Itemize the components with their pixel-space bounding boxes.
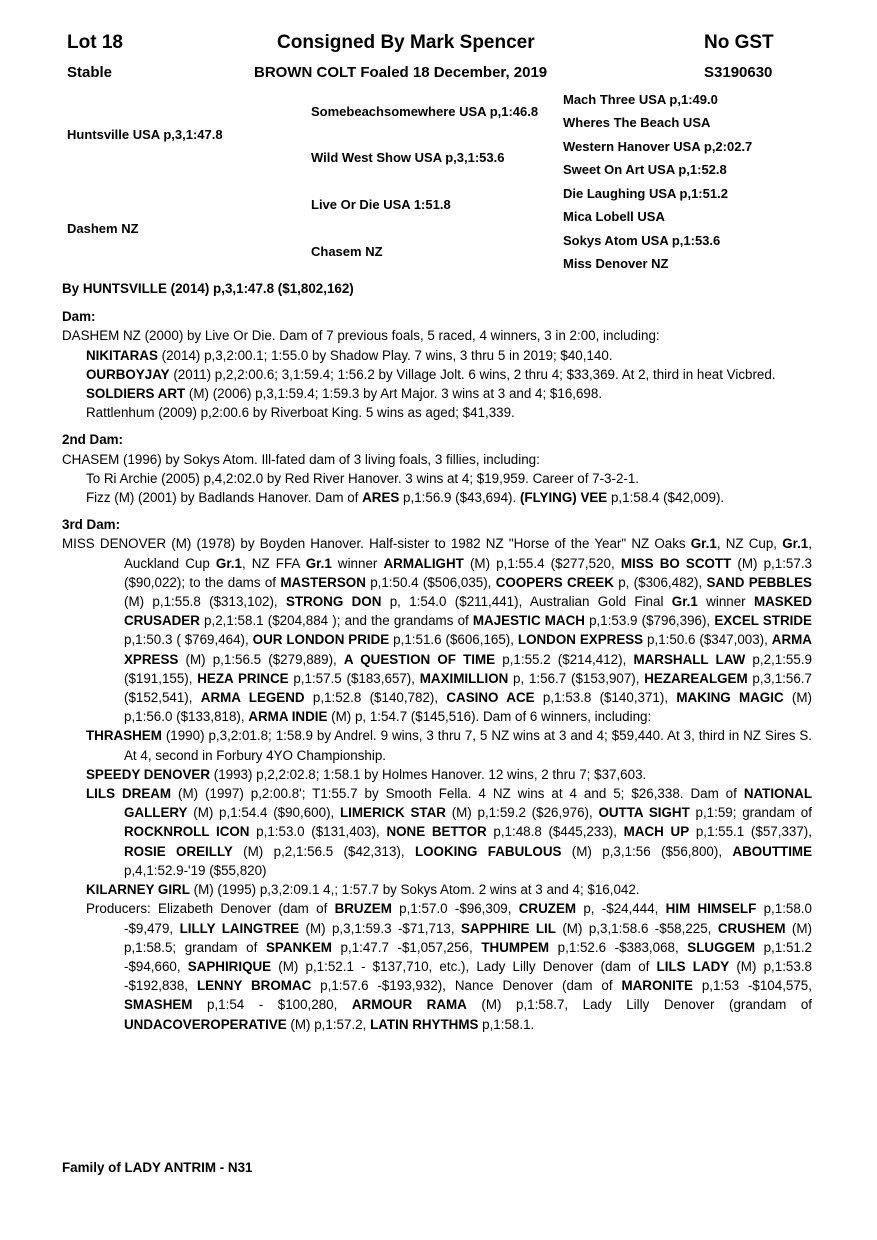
horse-name: LONDON EXPRESS — [517, 632, 644, 648]
horse-name: MISS BO SCOTT — [620, 555, 732, 571]
entry-text: p,1:53.8 ($140,371), — [534, 690, 677, 706]
horse-name: MAXIMILLION — [419, 670, 509, 686]
entry-text: p,1:52.8 ($140,782), — [304, 690, 447, 706]
horse-name: MARONITE — [621, 978, 693, 994]
pedigree-gen3: Sokys Atom USA p,1:53.6 — [563, 233, 721, 248]
entry-text: (M) (1997) p,2:00.8'; T1:55.7 by Smooth Fella. 4 NZ wins at 4 and 5; $26,338. Dam of — [171, 786, 744, 802]
sire-line: By HUNTSVILLE (2014) p,3,1:47.8 ($1,802,162) — [62, 281, 354, 296]
horse-name: Gr.1 — [690, 536, 717, 552]
entry-text: (M) p,2,1:56.5 ($42,313), — [232, 843, 415, 859]
horse-name: LILS DREAM — [86, 786, 172, 802]
pedigree-sire-dam: Wild West Show USA p,3,1:53.6 — [311, 150, 505, 165]
horse-name: LIMERICK STAR — [340, 805, 446, 821]
entry-text: p,1:55.1 ($57,337), — [689, 824, 812, 840]
entry-text: p,1:52.6 -$383,068, — [549, 939, 688, 955]
entry-text: p,1:57.5 ($183,657), — [288, 670, 420, 686]
entry-text: p,1:56.9 ($43,694). — [399, 490, 520, 506]
entry-text: (M) p,1:56.0 ($133,818), — [124, 690, 813, 725]
horse-name: BRUZEM — [334, 901, 392, 917]
entry-text: (2014) p,3,2:00.1; 1:55.0 by Shadow Play. 7 wins, 3 thru 5 in 2019; $40,140. — [157, 347, 613, 363]
pedigree-gen3: Die Laughing USA p,1:51.2 — [563, 186, 728, 201]
dam-entry — [86, 384, 812, 403]
entry-text: p,4,1:52.9-'19 ($55,820) — [124, 862, 267, 878]
entry-text: , NZ FFA — [241, 555, 306, 571]
horse-name: MARSHALL LAW — [633, 651, 746, 667]
pedigree-sire-sire: Somebeachsomewhere USA p,1:46.8 — [311, 104, 539, 119]
entry-text: (M) p,1:55.4 ($277,520, — [463, 555, 621, 571]
gst-status: No GST — [704, 32, 774, 53]
entry-text: p,1:51.2 -$94,660, — [124, 939, 813, 974]
horse-name: OUTTA SIGHT — [598, 805, 690, 821]
entry-text: (M) (1995) p,3,2:09.1 4,; 1:57.7 by Sokys Atom. 2 wins at 3 and 4; $16,042. — [189, 882, 640, 898]
horse-name: NIKITARAS — [86, 347, 158, 363]
entry-text: p,1:54 - $100,280, — [192, 997, 352, 1013]
horse-name: MAKING MAGIC — [676, 690, 784, 706]
entry-text: p,1:50.4 ($506,035), — [365, 574, 496, 590]
entry-text: (M) p,1:53.8 -$192,838, — [124, 958, 812, 994]
entry-text: (M) p,1:54.4 ($90,600), — [187, 805, 340, 821]
horse-name: ROCKNROLL ICON — [124, 824, 250, 840]
horse-name: ARMALIGHT — [383, 555, 464, 571]
horse-name: SAPHIRIQUE — [187, 958, 272, 974]
entry-text: winner — [331, 555, 384, 571]
entry-text: MISS DENOVER (M) (1978) by Boyden Hanover. Half-sister to 1982 NZ "Horse of the Year" NZ Oaks — [62, 536, 691, 552]
horse-name: SPEEDY DENOVER — [86, 766, 211, 782]
dam3-entry — [86, 726, 812, 764]
horse-name: ARES — [362, 490, 400, 506]
pedigree-dam-sire: Live Or Die USA 1:51.8 — [311, 197, 451, 212]
horse-name: Gr.1 — [671, 594, 698, 610]
entry-text: (M) p,3,1:56 ($56,800), — [561, 843, 733, 859]
entry-text: (M) p,1:59.2 ($26,976), — [445, 805, 599, 821]
entry-text: winner — [697, 594, 754, 610]
consignor: Consigned By Mark Spencer — [277, 32, 535, 53]
pedigree-gen3: Wheres The Beach USA — [563, 115, 711, 130]
horse-name: SPANKEM — [265, 939, 332, 955]
horse-name: SMASHEM — [124, 997, 193, 1013]
entry-text: (2011) p,2,2:00.6; 3,1:59.4; 1:56.2 by Village Jolt. 6 wins, 2 thru 4; $33,369. At 2, third in heat Vicbred. — [169, 366, 776, 382]
entry-text: (M) p,3,1:59.3 -$71,713, — [299, 920, 461, 936]
pedigree-gen3: Sweet On Art USA p,1:52.8 — [563, 162, 727, 177]
horse-name: SAND PEBBLES — [706, 574, 812, 590]
entry-text: p, ($306,482), — [613, 574, 707, 590]
entry-text: p, -$24,444, — [576, 901, 666, 917]
horse-name: ARMA LEGEND — [200, 690, 305, 706]
entry-text: p,2,1:55.9 ($191,155), — [124, 651, 812, 686]
horse-name: SOLDIERS ART — [86, 386, 186, 402]
horse-name: HEZA PRINCE — [197, 670, 289, 686]
entry-text: p,1:53.9 ($796,396), — [584, 613, 715, 629]
stable-label: Stable — [67, 64, 113, 81]
dam-heading: Dam: — [62, 309, 96, 325]
horse-name: COOPERS CREEK — [495, 574, 614, 590]
entry-text: p,1:51.6 ($606,165), — [389, 632, 518, 648]
dam3-producers — [86, 899, 812, 1033]
entry-text: p,2,1:58.1 ($204,884 ); and the grandams of — [199, 613, 473, 629]
dam-entry — [86, 365, 812, 384]
horse-name: CRUZEM — [518, 901, 577, 917]
entry-text: p,1:53.0 ($131,403), — [249, 824, 387, 840]
horse-name: UNDACOVEROPERATIVE — [124, 1016, 287, 1032]
entry-text: (M) p,3,1:58.6 -$58,225, — [555, 920, 718, 936]
entry-text: (M) p,1:52.1 - $137,710, etc.), Lady Lilly Denover (dam of — [271, 958, 657, 974]
entry-text: (1990) p,3,2:01.8; 1:58.9 by Andrel. 9 wins, 3 thru 7, 5 NZ wins at 3 and 4; $59,440. At 3, third in NZ Sires S. At 4, second in Forbury 4YO Championship. — [124, 728, 812, 763]
entry-text: , NZ Cup, — [716, 536, 783, 552]
entry-text: (M) p,1:57.3 ($90,022); to the dams of — [124, 555, 812, 590]
horse-name: ARMOUR RAMA — [351, 997, 467, 1013]
lot-number: Lot 18 — [67, 32, 123, 53]
horse-name: THUMPEM — [481, 939, 550, 955]
horse-name: SAPPHIRE LIL — [460, 920, 556, 936]
horse-name: MASKED CRUSADER — [124, 594, 813, 629]
entry-text: p, 1:54.0 ($211,441), Australian Gold Final — [381, 594, 672, 610]
horse-name: A QUESTION OF TIME — [343, 651, 496, 667]
entry-text: p,1:58.1. — [478, 1016, 535, 1032]
dam3-entry — [86, 784, 812, 880]
horse-name: SLUGGEM — [687, 939, 755, 955]
dam3-entry — [86, 880, 812, 899]
pedigree-gen3: Western Hanover USA p,2:02.7 — [563, 139, 753, 154]
horse-name: EXCEL STRIDE — [714, 613, 812, 629]
horse-name: NONE BETTOR — [386, 824, 487, 840]
horse-description: BROWN COLT Foaled 18 December, 2019 — [254, 64, 548, 81]
horse-name: LOOKING FABULOUS — [414, 843, 562, 859]
horse-name: THRASHEM — [86, 728, 162, 744]
entry-text: (M) (2006) p,3,1:59.4; 1:59.3 by Art Major. 3 wins at 3 and 4; $16,698. — [185, 386, 603, 402]
entry-text: p,1:58.0 -$9,479, — [124, 901, 812, 936]
horse-name: MASTERSON — [280, 574, 366, 590]
horse-name: LATIN RHYTHMS — [370, 1016, 479, 1032]
entry-text: p,1:57.0 -$96,309, — [391, 901, 519, 917]
entry-text: Rattlenhum (2009) p,2:00.6 by Riverboat King. 5 wins as aged; $41,339. — [86, 405, 515, 421]
horse-name: LILLY LAINGTREE — [179, 920, 300, 936]
horse-name: ARMA XPRESS — [124, 632, 812, 667]
entry-text: , Auckland Cup — [124, 536, 812, 571]
entry-text: Producers: Elizabeth Denover (dam of — [86, 901, 335, 917]
entry-text: (M) p,1:58.7, Lady Lilly Denover (grandam of — [466, 997, 812, 1013]
pedigree-dam-dam: Chasem NZ — [311, 244, 383, 259]
pedigree-sire: Huntsville USA p,3,1:47.8 — [67, 127, 223, 142]
horse-name: MAJESTIC MACH — [472, 613, 585, 629]
dam2-intro: CHASEM (1996) by Sokys Atom. Ill-fated dam of 3 living foals, 3 fillies, including: — [62, 451, 540, 467]
entry-text: p,1:48.8 ($445,233), — [486, 824, 624, 840]
dam2-entry — [86, 488, 812, 507]
entry-text: (M) p,1:56.5 ($279,889), — [178, 651, 344, 667]
pedigree-gen3: Miss Denover NZ — [563, 256, 669, 271]
horse-name: CASINO ACE — [446, 690, 535, 706]
entry-text: p, 1:56.7 ($153,907), — [508, 670, 645, 686]
dam-entry — [86, 346, 812, 365]
entry-text: p,1:50.3 ( $769,464), — [124, 632, 253, 648]
entry-text: (1993) p,2,2:02.8; 1:58.1 by Holmes Hanover. 12 wins, 2 thru 7; $37,603. — [210, 766, 647, 782]
horse-name: Gr.1 — [305, 555, 332, 571]
horse-name: NATIONAL GALLERY — [124, 786, 812, 821]
entry-text: (M) p,1:57.2, — [286, 1016, 371, 1032]
family-line: Family of LADY ANTRIM - N31 — [62, 1160, 253, 1175]
horse-name: LILS LADY — [656, 958, 730, 974]
dam-entry — [86, 403, 812, 422]
pedigree-gen3: Mach Three USA p,1:49.0 — [563, 92, 718, 107]
entry-text: Fizz (M) (2001) by Badlands Hanover. Dam of — [86, 490, 363, 506]
horse-name: MACH UP — [623, 824, 690, 840]
horse-name: ARMA INDIE — [248, 709, 328, 725]
entry-text: p,1:57.6 -$193,932), Nance Denover (dam of — [311, 978, 622, 994]
dam-intro: DASHEM NZ (2000) by Live Or Die. Dam of 7 previous foals, 5 raced, 4 winners, 3 in 2:00, including: — [62, 328, 660, 344]
dam2-heading: 2nd Dam: — [62, 432, 124, 448]
entry-text: p,1:53 -$104,575, — [692, 978, 812, 994]
horse-name: OUR LONDON PRIDE — [252, 632, 390, 648]
horse-name: KILARNEY GIRL — [86, 882, 190, 898]
entry-text: p,1:59; grandam of — [689, 805, 812, 821]
catalogue-body — [62, 279, 812, 1034]
entry-text: (M) p, 1:54.7 ($145,516). Dam of 6 winners, including: — [327, 709, 652, 725]
horse-name: (FLYING) VEE — [519, 490, 608, 506]
entry-text: (M) p,1:55.8 ($313,102), — [124, 594, 286, 610]
horse-name: Gr.1 — [782, 536, 809, 552]
horse-name: ABOUTTIME — [732, 843, 812, 859]
entry-text: p,1:50.6 ($347,003), — [643, 632, 772, 648]
registration-code: S3190630 — [704, 64, 773, 81]
horse-name: ROSIE OREILLY — [124, 843, 233, 859]
pedigree-dam: Dashem NZ — [67, 221, 139, 236]
dam3-heading: 3rd Dam: — [62, 517, 121, 533]
horse-name: HEZAREALGEM — [644, 670, 748, 686]
dam3-entry — [86, 765, 812, 784]
horse-name: Gr.1 — [215, 555, 242, 571]
entry-text: p,1:58.4 ($42,009). — [607, 490, 725, 506]
horse-name: CRUSHEM — [717, 920, 786, 936]
entry-text: p,1:55.2 ($214,412), — [495, 651, 634, 667]
entry-text: p,1:47.7 -$1,057,256, — [331, 939, 482, 955]
dam2-entry: To Ri Archie (2005) p,4,2:02.0 by Red River Hanover. 3 wins at 4; $19,959. Career of 7-3-2-1. — [86, 470, 640, 486]
horse-name: OURBOYJAY — [86, 366, 170, 382]
entry-text: (M) p,1:58.5; grandam of — [124, 920, 813, 955]
entry-text: p,3,1:56.7 ($152,541), — [124, 670, 812, 706]
horse-name: LENNY BROMAC — [196, 978, 312, 994]
horse-name: HIM HIMSELF — [665, 901, 757, 917]
dam3-intro — [62, 534, 812, 726]
pedigree-gen3: Mica Lobell USA — [563, 209, 665, 224]
horse-name: STRONG DON — [285, 594, 382, 610]
